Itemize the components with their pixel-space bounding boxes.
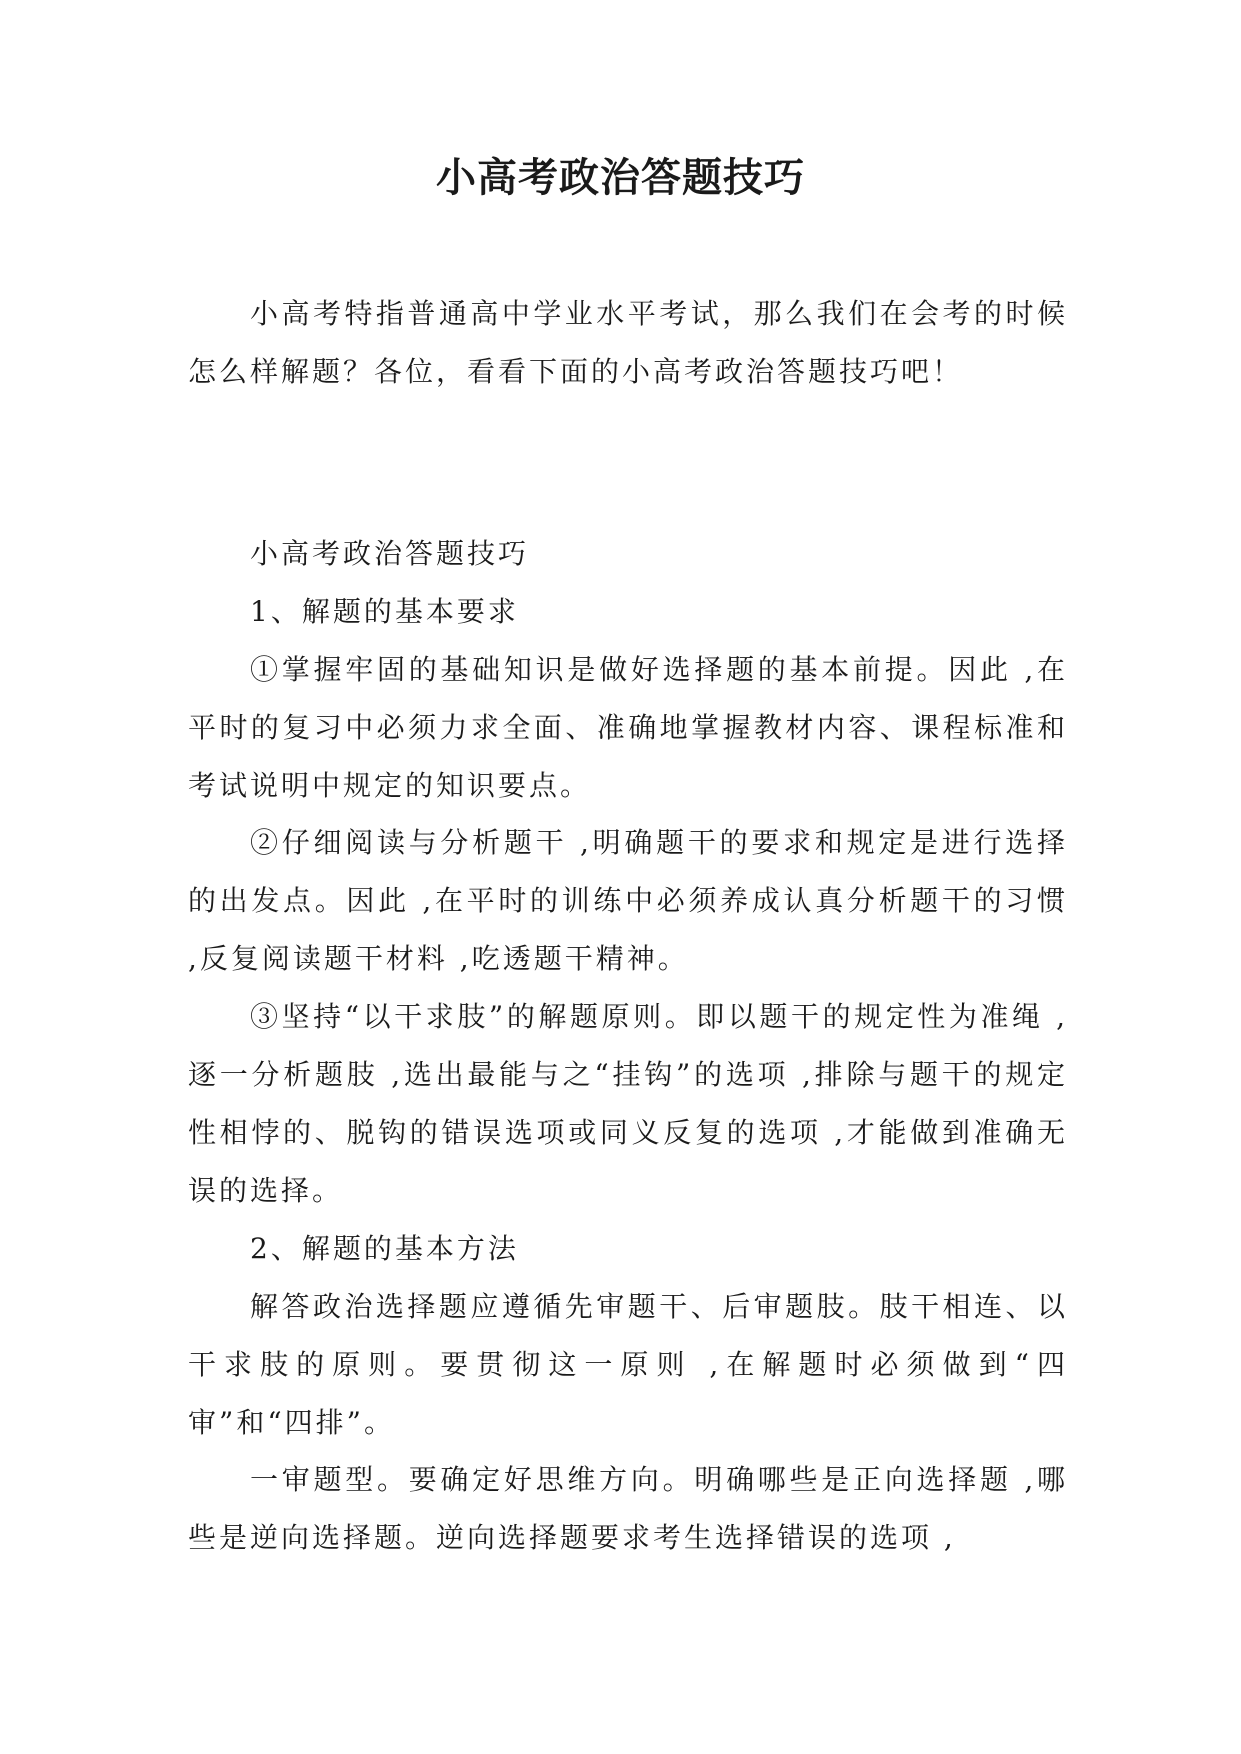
part1-item-3: ③坚持“以干求肢”的解题原则。即以题干的规定性为准绳 ,逐一分析题肢 ,选出最能与之“挂钩”的选项 ,排除与题干的规定性相悖的、脱钩的错误选项或同义反复的选项 ,才能做到准确无误的选择。 [188,1000,1068,1207]
part1-heading: 1、解题的基本要求 [250,595,519,628]
part2-paragraph: 解答政治选择题应遵循先审题干、后审题肢。肢干相连、以干求肢的原则。要贯彻这一原则 ,在解题时必须做到“四审”和“四排”。 [188,1290,1068,1439]
part1-item-1: ①掌握牢固的基础知识是做好选择题的基本前提。因此 ,在平时的复习中必须力求全面、准确地掌握教材内容、课程标准和考试说明中规定的知识要点。 [188,653,1068,802]
part1-item-2: ②仔细阅读与分析题干 ,明确题干的要求和规定是进行选择的出发点。因此 ,在平时的训练中必须养成认真分析题干的习惯 ,反复阅读题干材料 ,吃透题干精神。 [188,826,1068,975]
intro-paragraph: 小高考特指普通高中学业水平考试，那么我们在会考的时候怎么样解题？各位，看看下面的小高考政治答题技巧吧！ [188,297,1068,388]
page-title: 小高考政治答题技巧 [436,154,805,201]
section-heading: 小高考政治答题技巧 [250,537,530,570]
part2-heading: 2、解题的基本方法 [250,1232,519,1265]
part2-item-1: 一审题型。要确定好思维方向。明确哪些是正向选择题 ,哪些是逆向选择题。逆向选择题要求考生选择错误的选项 , [188,1463,1068,1554]
